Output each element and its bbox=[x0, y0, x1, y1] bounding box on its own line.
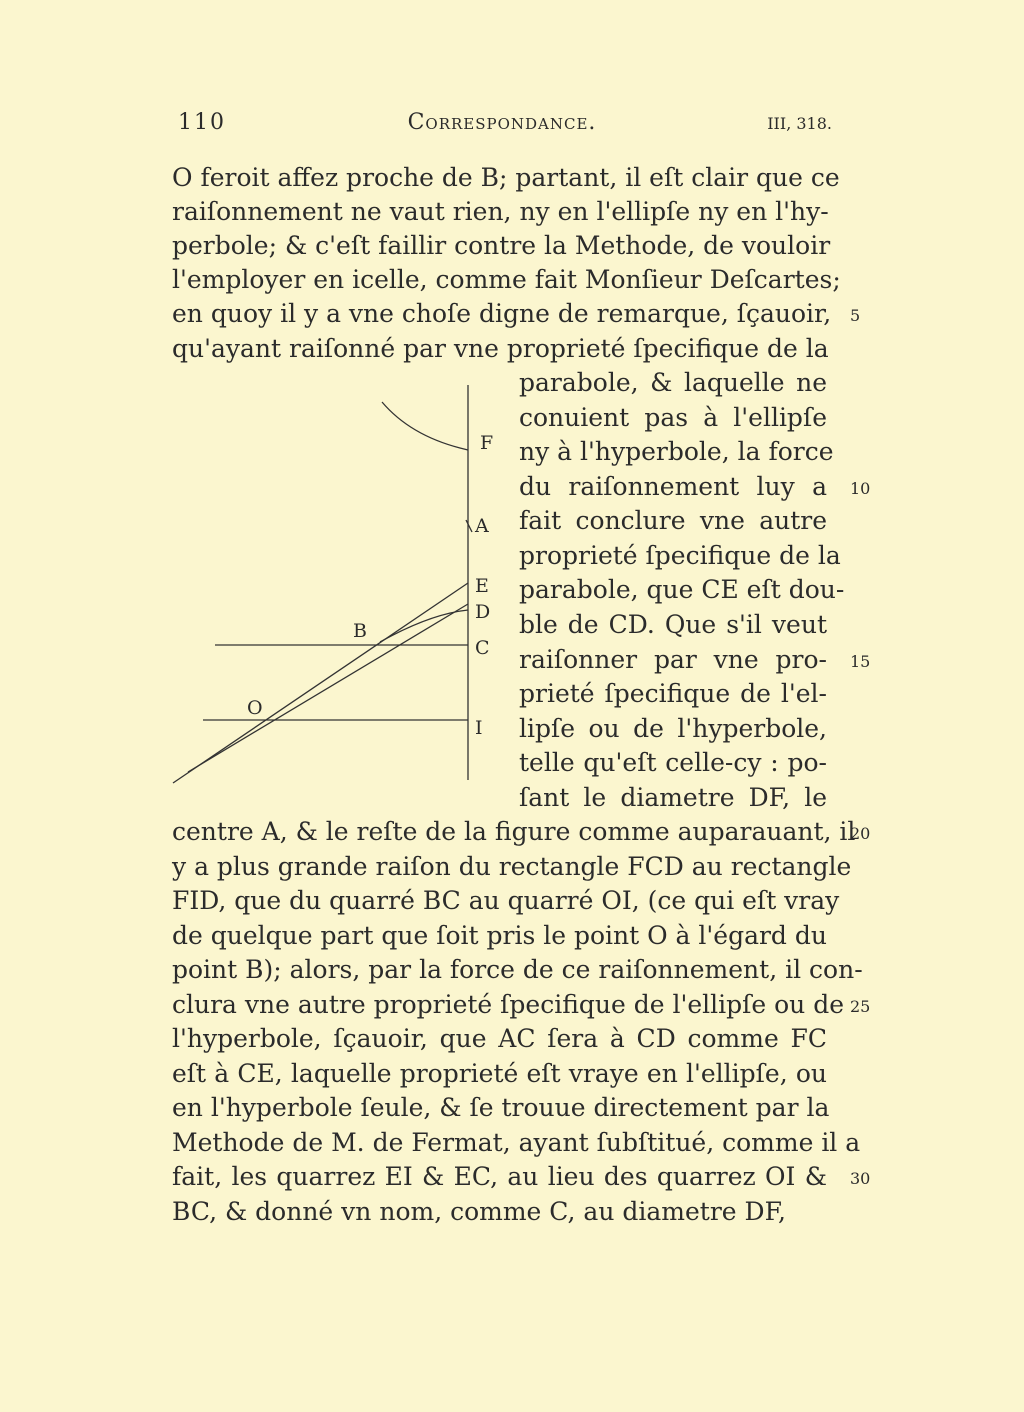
label-b: B bbox=[353, 620, 367, 642]
text-line: y a plus grande raiſon du rectangle FCD au rectangle bbox=[172, 852, 852, 881]
text-line: fait, les quarrez EI & EC, au lieu des quarrez OI & bbox=[172, 1162, 827, 1191]
text-line: l'employer en icelle, comme fait Monſieur Deſcartes; bbox=[172, 265, 841, 294]
text-line: de quelque part que ſoit pris le point O à l'égard du bbox=[172, 921, 827, 950]
text-line: O feroit affez proche de B; partant, il eſt clair que ce bbox=[172, 163, 840, 192]
text-line: ny à l'hyperbole, la force bbox=[519, 437, 834, 466]
text-line: telle qu'eſt celle-cy : po- bbox=[519, 748, 827, 777]
figure-drawing bbox=[170, 380, 510, 785]
running-header bbox=[172, 110, 832, 144]
page-number: 110 bbox=[178, 110, 226, 135]
source-reference: III, 318. bbox=[767, 114, 832, 133]
line-number: 5 bbox=[850, 306, 861, 325]
text-line: ſant le diametre DF, le bbox=[519, 783, 827, 812]
text-line: lipſe ou de l'hyperbole, bbox=[519, 714, 827, 743]
text-line: FID, que du quarré BC au quarré OI, (ce qui eſt vray bbox=[172, 886, 840, 915]
label-i: I bbox=[475, 717, 483, 739]
text-line: proprieté ſpecifique de la bbox=[519, 541, 841, 570]
text-line: fait conclure vne autre bbox=[519, 506, 827, 535]
tangent-line-upper bbox=[173, 583, 468, 783]
label-a: A bbox=[475, 515, 489, 537]
label-e: E bbox=[475, 575, 489, 597]
lower-curve bbox=[380, 610, 468, 642]
label-o: O bbox=[247, 697, 263, 719]
line-number: 15 bbox=[850, 652, 871, 671]
running-title: Correspondance. bbox=[407, 110, 597, 135]
text-line: l'hyperbole, ſçauoir, que AC ſera à CD comme FC bbox=[172, 1024, 827, 1053]
line-number: 20 bbox=[850, 824, 871, 843]
text-line: centre A, & le reſte de la figure comme auparauant, il bbox=[172, 817, 856, 846]
line-number: 10 bbox=[850, 479, 871, 498]
tangent-line-lower bbox=[188, 604, 468, 772]
text-line: en l'hyperbole ſeule, & ſe trouue directement par la bbox=[172, 1093, 830, 1122]
label-c: C bbox=[475, 637, 490, 659]
text-line: parabole, & laquelle ne bbox=[519, 368, 827, 397]
text-line: point B); alors, par la force de ce raiſonnement, il con- bbox=[172, 955, 863, 984]
label-f: F bbox=[480, 432, 494, 454]
text-line: raiſonnement ne vaut rien, ny en l'ellipſe ny en l'hy- bbox=[172, 197, 829, 226]
text-line: conuient pas à l'ellipſe bbox=[519, 403, 827, 432]
text-line: prieté ſpecifique de l'el- bbox=[519, 679, 827, 708]
text-line: perbole; & c'eſt faillir contre la Methode, de vouloir bbox=[172, 231, 831, 260]
text-line: clura vne autre proprieté ſpecifique de l'ellipſe ou de bbox=[172, 990, 845, 1019]
line-number: 30 bbox=[850, 1169, 871, 1188]
label-d: D bbox=[475, 601, 491, 623]
geometric-figure bbox=[170, 380, 510, 785]
text-line: eſt à CE, laquelle proprieté eſt vraye en l'ellipſe, ou bbox=[172, 1059, 827, 1088]
text-line: qu'ayant raiſonné par vne proprieté ſpecifique de la bbox=[172, 334, 829, 363]
text-line: parabole, que CE eſt dou- bbox=[519, 575, 845, 604]
text-line: ble de CD. Que s'il veut bbox=[519, 610, 827, 639]
line-number: 25 bbox=[850, 997, 871, 1016]
upper-curve bbox=[382, 402, 468, 450]
text-line: du raiſonnement luy a bbox=[519, 472, 827, 501]
text-line: Methode de M. de Fermat, ayant ſubſtitué, comme il a bbox=[172, 1128, 861, 1157]
text-line: raiſonner par vne pro- bbox=[519, 645, 827, 674]
text-line: en quoy il y a vne choſe digne de remarque, ſçauoir, bbox=[172, 299, 832, 328]
tick-a bbox=[466, 520, 472, 532]
text-line: BC, & donné vn nom, comme C, au diametre DF, bbox=[172, 1197, 786, 1226]
